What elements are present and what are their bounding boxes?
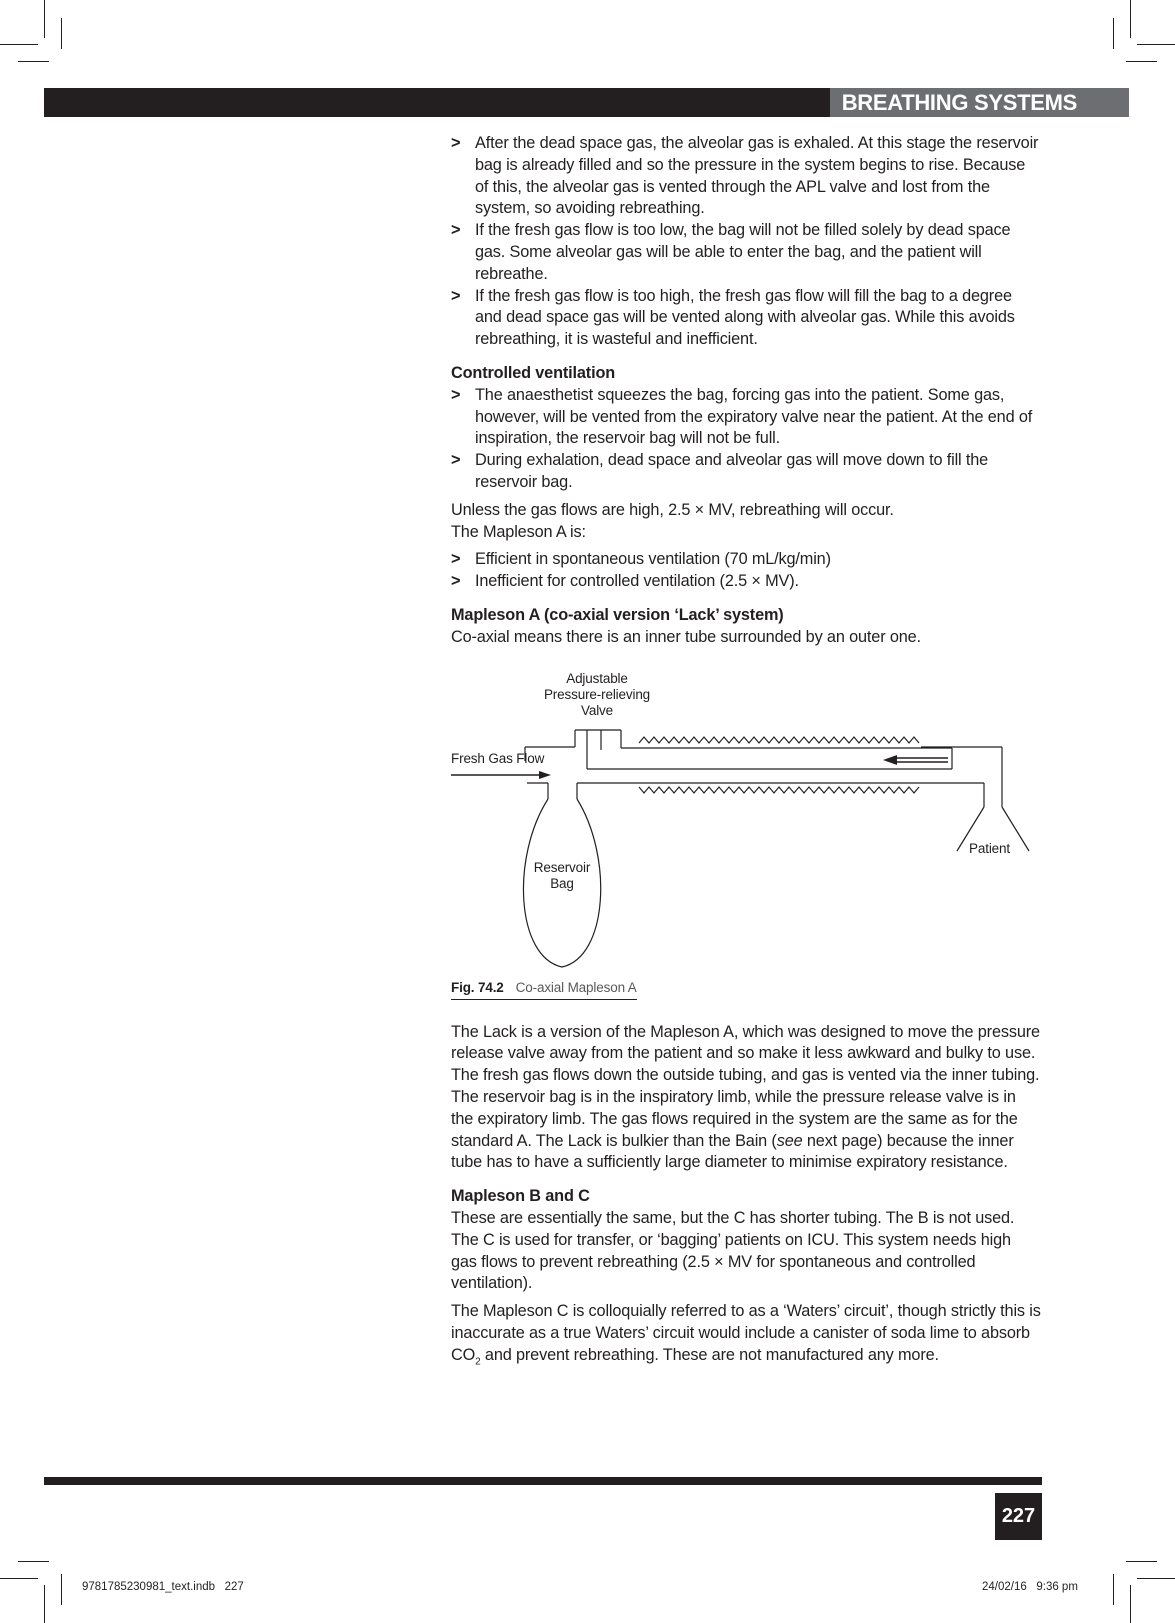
label-apl-valve: Adjustable Pressure-relieving Valve bbox=[543, 670, 651, 718]
bullet-list-summary bbox=[451, 549, 1041, 593]
section-heading-mapleson-bc: Mapleson B and C bbox=[451, 1187, 590, 1206]
paragraph: These are essentially the same, but the C has shorter tubing. The B is not used. The C is used for transfer, or ‘bagging’ patients on ICU. This system needs high gas flows to prevent rebreathing (2.5 × MV for spontaneous and controlled ventilation). bbox=[451, 1208, 1015, 1293]
figure-caption-text: Co-axial Mapleson A bbox=[515, 979, 637, 995]
bullet-arrow-icon: > bbox=[451, 385, 461, 404]
corrugation-top bbox=[639, 737, 919, 743]
main-content bbox=[451, 133, 1041, 1373]
running-header-title: BREATHING SYSTEMS bbox=[841, 90, 1077, 115]
paragraph: The Mapleson C is colloquially referred to as a ‘Waters’ circuit’, though strictly this is inaccurate as a true Waters’ circuit would include a canister of soda lime to absorb $CO_2$ and prevent rebreathing. These are not manufactured any more. bbox=[451, 1302, 1041, 1367]
crop-mark bbox=[0, 1578, 38, 1579]
slug-right: 24/02/16 9:36 pm bbox=[982, 1581, 1078, 1593]
section-heading-lack: Mapleson A (co-axial version ‘Lack’ system) bbox=[451, 605, 784, 624]
page-number: 227 bbox=[995, 1493, 1042, 1540]
paragraph: The Mapleson A is: bbox=[451, 522, 586, 541]
header-bar bbox=[44, 88, 830, 117]
figure-coaxial-mapleson-a bbox=[451, 657, 1041, 975]
bullet-list-controlled bbox=[451, 385, 1041, 494]
list-item: > If the fresh gas flow is too high, the fresh gas flow will fill the bag to a degree and dead space gas will be vented along with alveolar gas. While this avoids rebreathing, it is wasteful and inefficient. bbox=[451, 286, 1015, 349]
crop-mark bbox=[18, 1561, 49, 1562]
bullet-list-top bbox=[451, 133, 1041, 351]
list-item: > The anaesthetist squeezes the bag, forcing gas into the patient. Some gas, however, will be vented from the expiratory valve near the patient. At the end of inspiration, the reservoir bag will not be full. bbox=[451, 385, 1033, 448]
crop-mark bbox=[1113, 18, 1114, 49]
bullet-arrow-icon: > bbox=[451, 451, 461, 470]
crop-mark bbox=[44, 1585, 45, 1623]
figure-caption bbox=[451, 979, 637, 1000]
label-reservoir-bag: Reservoir Bag bbox=[533, 859, 591, 891]
bullet-arrow-icon: > bbox=[451, 550, 461, 569]
list-item: > During exhalation, dead space and alveolar gas will move down to fill the reservoir bag. bbox=[451, 451, 989, 491]
label-patient: Patient bbox=[969, 840, 1010, 856]
crop-mark bbox=[18, 61, 49, 62]
crop-mark bbox=[44, 0, 45, 38]
fresh-gas-arrowhead bbox=[539, 771, 551, 779]
list-item: > Efficient in spontaneous ventilation (70 mL/kg/min) bbox=[451, 549, 1041, 571]
crop-mark bbox=[1130, 0, 1131, 38]
slug-left: 9781785230981_text.indb 227 bbox=[82, 1581, 244, 1593]
bullet-arrow-icon: > bbox=[451, 572, 461, 591]
list-item: > After the dead space gas, the alveolar gas is exhaled. At this stage the reservoir bag is already filled and so the pressure in the system begins to rise. Because of this, the alveolar gas is vented through the APL valve and lost from the system, so avoiding rebreathing. bbox=[451, 134, 1039, 218]
paragraph-lack-description: The Lack is a version of the Mapleson A, which was designed to move the pressure release valve away from the patient and so make it less awkward and bulky to use. The fresh gas flows down the outside tubing, and gas is vented via the inner tubing. The reservoir bag is in the inspiratory limb, while the pressure release valve is in the expiratory limb. The gas flows required in the system are the same as for the standard A. The Lack is bulkier than the Bain (see next page) because the inner tube has to have a sufficiently large diameter to minimise expiratory resistance. bbox=[451, 1022, 1040, 1172]
footer-bar bbox=[44, 1477, 1042, 1485]
paragraph: Unless the gas flows are high, 2.5 × MV, rebreathing will occur. bbox=[451, 500, 894, 519]
bullet-arrow-icon: > bbox=[451, 221, 461, 240]
crop-mark bbox=[1126, 61, 1157, 62]
crop-mark bbox=[1130, 1585, 1131, 1623]
list-item: > Inefficient for controlled ventilation (2.5 × MV). bbox=[451, 571, 1041, 593]
section-heading-controlled: Controlled ventilation bbox=[451, 363, 616, 382]
exhaled-arrowhead bbox=[883, 755, 897, 765]
paragraph: Co-axial means there is an inner tube surrounded by an outer one. bbox=[451, 627, 921, 646]
crop-mark bbox=[61, 1574, 62, 1605]
list-item: > If the fresh gas flow is too low, the bag will not be filled solely by dead space gas. Some alveolar gas will be able to enter the bag, and the patient will rebreathe. bbox=[451, 221, 1011, 283]
crop-mark bbox=[1126, 1561, 1157, 1562]
crop-mark bbox=[1137, 1578, 1175, 1579]
crop-mark bbox=[0, 44, 38, 45]
corrugation-bottom bbox=[639, 787, 919, 793]
label-fresh-gas-flow: Fresh Gas Flow bbox=[451, 750, 545, 766]
figure-number: Fig. 74.2 bbox=[451, 979, 504, 995]
crop-mark bbox=[61, 18, 62, 49]
crop-mark bbox=[1113, 1574, 1114, 1605]
bullet-arrow-icon: > bbox=[451, 286, 461, 305]
crop-mark bbox=[1137, 44, 1175, 45]
bullet-arrow-icon: > bbox=[451, 134, 461, 152]
